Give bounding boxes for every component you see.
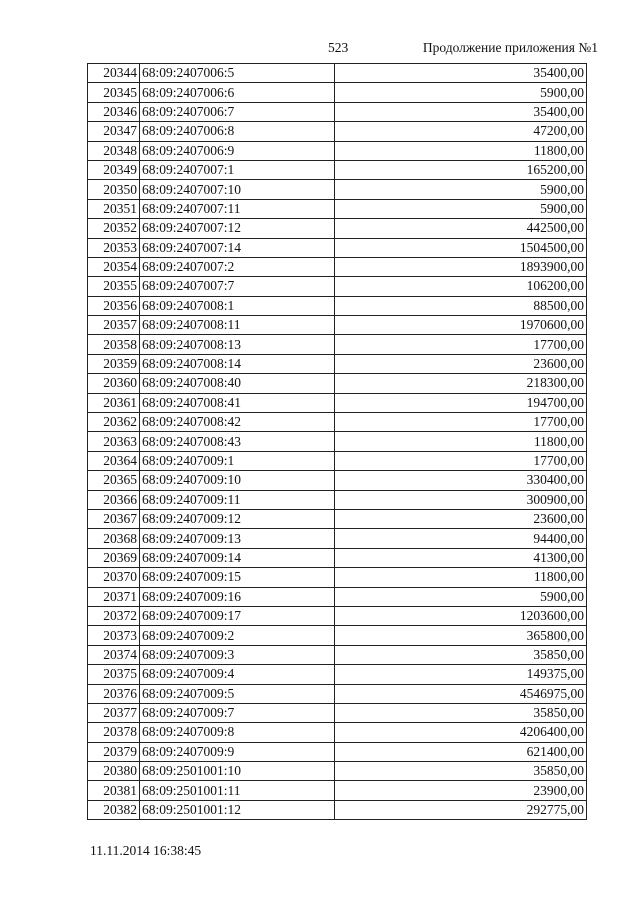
row-number-cell: 20379 [88,742,140,761]
table-row [88,413,587,432]
cadastral-number-cell: 68:09:2407009:17 [140,606,335,625]
row-number-cell: 20374 [88,645,140,664]
row-number-cell: 20350 [88,180,140,199]
table-row [88,451,587,470]
row-number-cell: 20369 [88,548,140,567]
amount-cell: 621400,00 [335,742,587,761]
table-row [88,296,587,315]
table-row [88,160,587,179]
cadastral-number-cell: 68:09:2407007:11 [140,199,335,218]
table-row [88,509,587,528]
table-row [88,199,587,218]
amount-cell: 165200,00 [335,160,587,179]
table-row [88,335,587,354]
page-header [0,40,640,60]
table-row [88,393,587,412]
table-row [88,471,587,490]
row-number-cell: 20351 [88,199,140,218]
row-number-cell: 20355 [88,277,140,296]
cadastral-number-cell: 68:09:2407007:2 [140,257,335,276]
row-number-cell: 20346 [88,102,140,121]
table-row [88,83,587,102]
table-row [88,354,587,373]
table-row [88,316,587,335]
cadastral-number-cell: 68:09:2407009:4 [140,665,335,684]
table-row [88,626,587,645]
amount-cell: 11800,00 [335,141,587,160]
table-row [88,102,587,121]
cadastral-number-cell: 68:09:2407007:7 [140,277,335,296]
amount-cell: 35850,00 [335,645,587,664]
cadastral-number-cell: 68:09:2501001:10 [140,762,335,781]
row-number-cell: 20377 [88,703,140,722]
table-row [88,645,587,664]
table-row [88,141,587,160]
amount-cell: 11800,00 [335,568,587,587]
row-number-cell: 20359 [88,354,140,373]
row-number-cell: 20376 [88,684,140,703]
table-row [88,122,587,141]
table-row [88,606,587,625]
row-number-cell: 20352 [88,219,140,238]
table-body [88,64,587,820]
amount-cell: 94400,00 [335,529,587,548]
row-number-cell: 20349 [88,160,140,179]
cadastral-number-cell: 68:09:2407008:40 [140,374,335,393]
row-number-cell: 20367 [88,509,140,528]
amount-cell: 1970600,00 [335,316,587,335]
table-row [88,257,587,276]
table-row [88,587,587,606]
row-number-cell: 20356 [88,296,140,315]
amount-cell: 35850,00 [335,703,587,722]
table-row [88,800,587,819]
amount-cell: 1893900,00 [335,257,587,276]
cadastral-number-cell: 68:09:2407008:13 [140,335,335,354]
row-number-cell: 20382 [88,800,140,819]
table-row [88,238,587,257]
amount-cell: 292775,00 [335,800,587,819]
amount-cell: 1203600,00 [335,606,587,625]
table-row [88,684,587,703]
table-row [88,64,587,83]
table-row [88,529,587,548]
cadastral-number-cell: 68:09:2407009:8 [140,723,335,742]
table-row [88,548,587,567]
amount-cell: 5900,00 [335,83,587,102]
amount-cell: 330400,00 [335,471,587,490]
cadastral-number-cell: 68:09:2407006:8 [140,122,335,141]
table-row [88,374,587,393]
table-row [88,180,587,199]
cadastral-number-cell: 68:09:2407007:10 [140,180,335,199]
amount-cell: 5900,00 [335,199,587,218]
cadastral-number-cell: 68:09:2407009:13 [140,529,335,548]
cadastral-number-cell: 68:09:2407006:6 [140,83,335,102]
amount-cell: 11800,00 [335,432,587,451]
table-row [88,490,587,509]
cadastral-number-cell: 68:09:2407009:10 [140,471,335,490]
cadastral-number-cell: 68:09:2501001:11 [140,781,335,800]
row-number-cell: 20361 [88,393,140,412]
row-number-cell: 20365 [88,471,140,490]
amount-cell: 23900,00 [335,781,587,800]
cadastral-number-cell: 68:09:2407009:15 [140,568,335,587]
row-number-cell: 20344 [88,64,140,83]
amount-cell: 41300,00 [335,548,587,567]
row-number-cell: 20366 [88,490,140,509]
cadastral-number-cell: 68:09:2407006:7 [140,102,335,121]
cadastral-number-cell: 68:09:2407009:14 [140,548,335,567]
table-row [88,781,587,800]
cadastral-table [87,63,587,820]
cadastral-number-cell: 68:09:2407009:9 [140,742,335,761]
cadastral-number-cell: 68:09:2407009:1 [140,451,335,470]
amount-cell: 149375,00 [335,665,587,684]
amount-cell: 218300,00 [335,374,587,393]
row-number-cell: 20353 [88,238,140,257]
row-number-cell: 20358 [88,335,140,354]
cadastral-number-cell: 68:09:2407008:1 [140,296,335,315]
cadastral-number-cell: 68:09:2407007:1 [140,160,335,179]
cadastral-number-cell: 68:09:2501001:12 [140,800,335,819]
table-row [88,219,587,238]
cadastral-number-cell: 68:09:2407009:12 [140,509,335,528]
cadastral-number-cell: 68:09:2407008:14 [140,354,335,373]
table-row [88,568,587,587]
amount-cell: 5900,00 [335,587,587,606]
row-number-cell: 20364 [88,451,140,470]
row-number-cell: 20375 [88,665,140,684]
cadastral-number-cell: 68:09:2407008:42 [140,413,335,432]
cadastral-number-cell: 68:09:2407009:2 [140,626,335,645]
row-number-cell: 20368 [88,529,140,548]
amount-cell: 35400,00 [335,64,587,83]
amount-cell: 23600,00 [335,354,587,373]
table-row [88,703,587,722]
table-row [88,432,587,451]
amount-cell: 5900,00 [335,180,587,199]
row-number-cell: 20370 [88,568,140,587]
cadastral-number-cell: 68:09:2407009:16 [140,587,335,606]
row-number-cell: 20373 [88,626,140,645]
row-number-cell: 20363 [88,432,140,451]
row-number-cell: 20378 [88,723,140,742]
cadastral-number-cell: 68:09:2407007:14 [140,238,335,257]
page-number: 523 [328,40,349,55]
amount-cell: 35400,00 [335,102,587,121]
table-row [88,742,587,761]
row-number-cell: 20381 [88,781,140,800]
cadastral-number-cell: 68:09:2407008:41 [140,393,335,412]
row-number-cell: 20372 [88,606,140,625]
row-number-cell: 20360 [88,374,140,393]
amount-cell: 442500,00 [335,219,587,238]
amount-cell: 1504500,00 [335,238,587,257]
row-number-cell: 20347 [88,122,140,141]
cadastral-number-cell: 68:09:2407006:5 [140,64,335,83]
cadastral-number-cell: 68:09:2407008:43 [140,432,335,451]
row-number-cell: 20345 [88,83,140,102]
cadastral-number-cell: 68:09:2407006:9 [140,141,335,160]
cadastral-number-cell: 68:09:2407007:12 [140,219,335,238]
amount-cell: 23600,00 [335,509,587,528]
table-row [88,665,587,684]
cadastral-number-cell: 68:09:2407009:7 [140,703,335,722]
cadastral-number-cell: 68:09:2407009:3 [140,645,335,664]
amount-cell: 17700,00 [335,413,587,432]
cadastral-number-cell: 68:09:2407009:11 [140,490,335,509]
cadastral-number-cell: 68:09:2407008:11 [140,316,335,335]
appendix-continuation-title: Продолжение приложения №1 [422,40,598,55]
amount-cell: 17700,00 [335,451,587,470]
amount-cell: 47200,00 [335,122,587,141]
amount-cell: 365800,00 [335,626,587,645]
row-number-cell: 20354 [88,257,140,276]
table-row [88,277,587,296]
row-number-cell: 20348 [88,141,140,160]
row-number-cell: 20380 [88,762,140,781]
amount-cell: 17700,00 [335,335,587,354]
amount-cell: 106200,00 [335,277,587,296]
amount-cell: 4546975,00 [335,684,587,703]
print-timestamp: 11.11.2014 16:38:45 [90,843,202,858]
cadastral-number-cell: 68:09:2407009:5 [140,684,335,703]
row-number-cell: 20371 [88,587,140,606]
row-number-cell: 20357 [88,316,140,335]
table-row [88,762,587,781]
row-number-cell: 20362 [88,413,140,432]
amount-cell: 4206400,00 [335,723,587,742]
amount-cell: 194700,00 [335,393,587,412]
amount-cell: 88500,00 [335,296,587,315]
table-row [88,723,587,742]
amount-cell: 300900,00 [335,490,587,509]
amount-cell: 35850,00 [335,762,587,781]
